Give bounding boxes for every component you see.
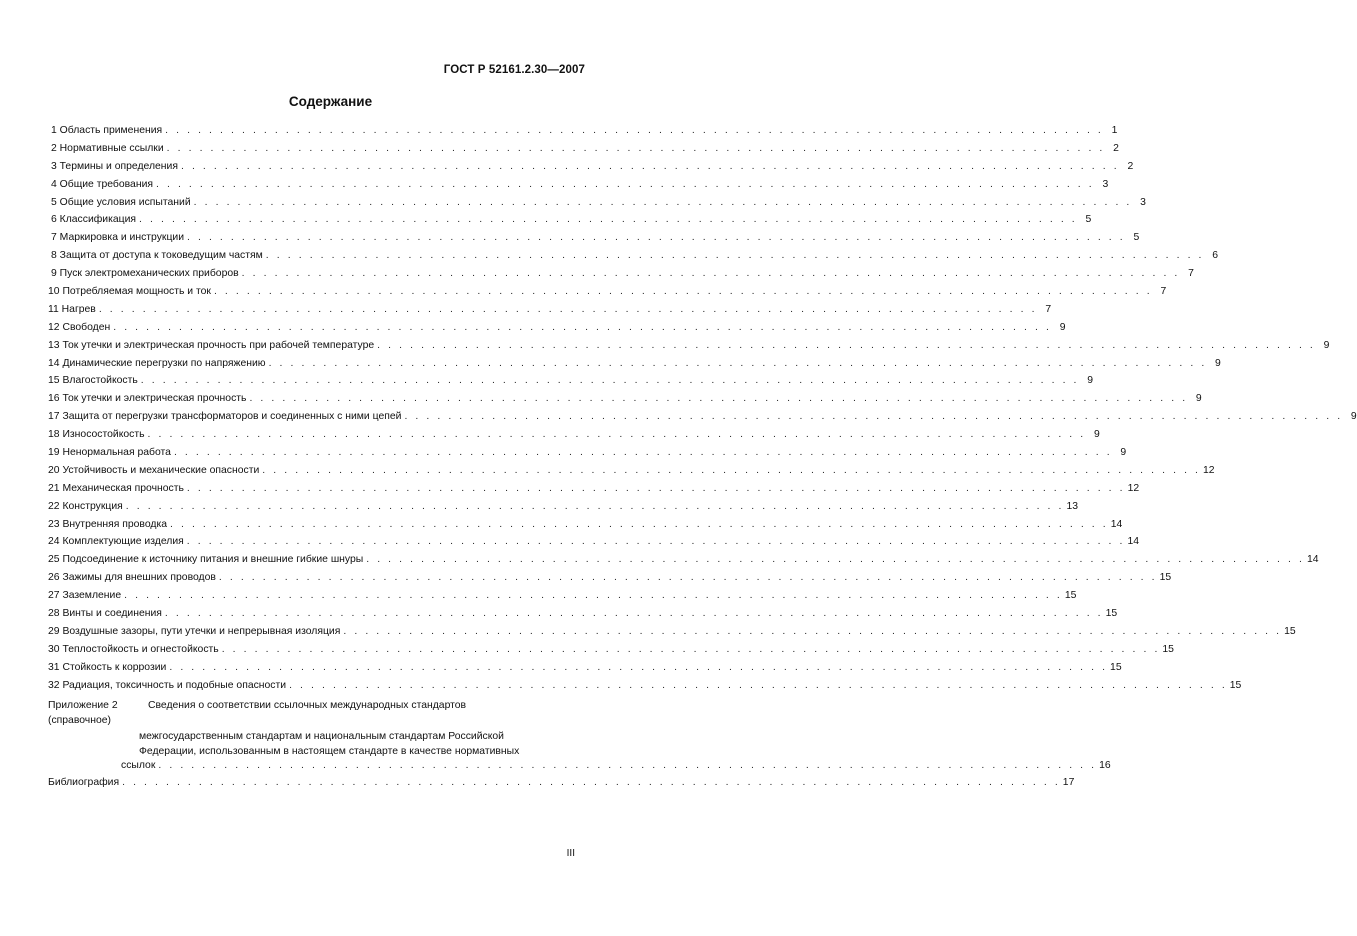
toc-entry[interactable] xyxy=(48,572,1172,590)
toc-entry-page: 7 xyxy=(1045,303,1052,315)
toc-entry[interactable] xyxy=(48,661,1122,680)
toc-entry[interactable] xyxy=(48,303,1052,322)
dot-leader: . . . . . . . . . . . . . . . . . . . . . . . . . . . . . . . . . . . . . . . . . . . . . . . . . . . . . . . . . . . . . . . . . . . . . . . . . . . . . . . . . . . . . . xyxy=(140,375,1080,387)
toc-entry-page: 15 xyxy=(1284,625,1296,637)
toc-entry-title: 19 Ненормальная работа xyxy=(48,447,171,459)
toc-entry-title: 12 Свободен xyxy=(48,321,111,333)
dot-leader: . . . . . . . . . . . . . . . . . . . . . . . . . . . . . . . . . . . . . . . . . . . . . . . . . . . . . . . . . . . . . . . . . . . . . . . . . . . . . . . . . . . . . . xyxy=(169,661,1108,673)
dot-leader: . . . . . . . . . . . . . . . . . . . . . . . . . . . . . . . . . . . . . . . . . . . . . . . . . . . . . . . . . . . . . . . . . . . . . . . . . . . . . . . . . . . . . . xyxy=(187,232,1126,244)
dot-leader: . . . . . . . . . . . . . . . . . . . . . . . . . . . . . . . . . . . . . . . . . . . . . . . . . . . . . . . . . . . . . . . . . . . . . . . . . . . . . . . . . . . . . . xyxy=(156,178,1095,190)
toc-entry[interactable] xyxy=(48,447,1127,465)
toc-entry-page: 6 xyxy=(1212,250,1219,262)
toc-entry-title: 1 Область применения xyxy=(51,125,163,136)
dot-leader: . . . . . . . . . . . . . . . . . . . . . . . . . . . . . . . . . . . . . . . . . . . . . . . . . . . . . . . . . . . . . . . . . . . . . . . . . . . . . . . . . . . . . . xyxy=(98,303,1038,315)
toc-entry-page: 2 xyxy=(1113,142,1119,154)
toc-entry[interactable] xyxy=(48,321,1066,340)
toc-entry-title: 13 Ток утечки и электрическая прочность при рабочей температуре xyxy=(48,339,375,351)
toc-entry-page: 15 xyxy=(1064,590,1077,602)
footer-page-number: III xyxy=(566,848,575,859)
dot-leader: . . . . . . . . . . . . . . . . . . . . . . . . . . . . . . . . . . . . . . . . . . . . . . . . . . . . . . . . . . . . . . . . . . . . . . . . . . . . . . . . . . . . . . xyxy=(122,777,1061,789)
dot-leader: . . . . . . . . . . . . . . . . . . . . . . . . . . . . . . . . . . . . . . . . . . . . . . . . . . . . . . . . . . . . . . . . . . . . . . . . . . . . . . . . . . . . . . xyxy=(343,625,1282,637)
dot-leader: . . . . . . . . . . . . . . . . . . . . . . . . . . . . . . . . . . . . . . . . . . . . . . . . . . . . . . . . . . . . . . . . . . . . . . . . . . . . . . . . . . . . . . xyxy=(249,393,1188,405)
toc-entry-page: 15 xyxy=(1159,572,1172,584)
toc-entry-page: 15 xyxy=(1229,679,1242,691)
toc-entry[interactable] xyxy=(48,286,1167,304)
toc-entry-title: 3 Термины и определения xyxy=(51,160,178,172)
toc-entry-page: 9 xyxy=(1195,393,1202,405)
toc-entry[interactable] xyxy=(48,357,1221,376)
toc-entry-page: 15 xyxy=(1110,661,1122,673)
toc-entry[interactable] xyxy=(48,125,1118,143)
dot-leader: . . . . . . . . . . . . . . . . . . . . . . . . . . . . . . . . . . . . . . . . . . . . . . . . . . . . . . . . . . . . . . . . . . . . . . . . . . . . . . . . . . . . . . xyxy=(265,250,1205,262)
toc-entry[interactable] xyxy=(48,536,1140,554)
toc-entry-title: 29 Воздушные зазоры, пути утечки и непрерывная изоляция xyxy=(48,625,341,637)
table-of-contents xyxy=(48,125,1357,795)
toc-entry[interactable] xyxy=(48,625,1296,644)
toc-entry[interactable] xyxy=(48,232,1140,250)
toc-entry-title: 10 Потребляемая мощность и ток xyxy=(48,286,211,298)
dot-leader: . . . . . . . . . . . . . . . . . . . . . . . . . . . . . . . . . . . . . . . . . . . . . . . . . . . . . . . . . . . . . . . . . . . . . . . . . . . . . . . . . . . . . . xyxy=(147,429,1086,441)
toc-entry[interactable] xyxy=(48,608,1118,626)
toc-entry-title: 2 Нормативные ссылки xyxy=(51,142,164,154)
toc-entry-page: 9 xyxy=(1350,411,1357,423)
dot-leader: . . . . . . . . . . . . . . . . . . . . . . . . . . . . . . . . . . . . . . . . . . . . . . . . . . . . . . . . . . . . . . . . . . . . . . . . . . . . . . . . . . . . . . xyxy=(170,518,1109,530)
toc-entry-title: 24 Комплектующие изделия xyxy=(48,536,184,548)
toc-entry-title: 4 Общие требования xyxy=(51,178,153,190)
toc-entry[interactable] xyxy=(48,679,1242,698)
toc-bibliography-entry[interactable] xyxy=(48,777,1075,795)
toc-entry-title: Библиография xyxy=(48,777,120,789)
toc-entry-page: 17 xyxy=(1062,777,1075,789)
toc-entry-title: 21 Механическая прочность xyxy=(48,482,184,494)
dot-leader: . . . . . . . . . . . . . . . . . . . . . . . . . . . . . . . . . . . . . . . . . . . . . . . . . . . . . . . . . . . . . . . . . . . . . . . . . . . . . . . . . . . . . . xyxy=(186,536,1126,548)
toc-entry-page: 15 xyxy=(1162,643,1174,655)
page-title: Содержание xyxy=(288,94,373,109)
dot-leader: . . . . . . . . . . . . . . . . . . . . . . . . . . . . . . . . . . . . . . . . . . . . . . . . . . . . . . . . . . . . . . . . . . . . . . . . . . . . . . . . . . . . . . xyxy=(125,500,1065,512)
dot-leader: . . . . . . . . . . . . . . . . . . . . . . . . . . . . . . . . . . . . . . . . . . . . . . . . . . . . . . . . . . . . . . . . . . . . . . . . . . . . . . . . . . . . . . xyxy=(173,447,1113,459)
toc-entry-page: 15 xyxy=(1105,608,1118,620)
toc-entry-page: 12 xyxy=(1202,464,1215,476)
toc-entry[interactable] xyxy=(48,268,1194,286)
toc-entry[interactable] xyxy=(48,464,1215,483)
toc-entry-title: 9 Пуск электромеханических приборов xyxy=(51,268,239,280)
toc-entry-page: 3 xyxy=(1102,178,1109,190)
toc-entry-title: 20 Устойчивость и механические опасности xyxy=(48,464,260,476)
toc-entry-page: 14 xyxy=(1306,554,1319,566)
toc-entry-title: 17 Защита от перегрузки трансформаторов и соединенных с ними цепей xyxy=(48,411,402,423)
dot-leader: . . . . . . . . . . . . . . . . . . . . . . . . . . . . . . . . . . . . . . . . . . . . . . . . . . . . . . . . . . . . . . . . . . . . . . . . . . . . . . . . . . . . . . xyxy=(165,125,1104,136)
toc-entry-page: 9 xyxy=(1323,339,1330,351)
toc-entry-title: 18 Износостойкость xyxy=(48,429,145,441)
toc-entry-page: 16 xyxy=(1099,759,1111,771)
dot-leader: . . . . . . . . . . . . . . . . . . . . . . . . . . . . . . . . . . . . . . . . . . . . . . . . . . . . . . . . . . . . . . . . . . . . . . . . . . . . . . . . . . . . . . xyxy=(377,339,1316,351)
toc-entry-title: 23 Внутренняя проводка xyxy=(48,518,167,530)
toc-entry-page: 9 xyxy=(1120,447,1127,459)
toc-entry[interactable] xyxy=(48,214,1092,232)
dot-leader: . . . . . . . . . . . . . . . . . . . . . . . . . . . . . . . . . . . . . . . . . . . . . . . . . . . . . . . . . . . . . . . . . . . . . . . . . . . . . . . . . . . . . . xyxy=(404,411,1343,423)
toc-entry-page: 14 xyxy=(1127,536,1140,548)
dot-leader: . . . . . . . . . . . . . . . . . . . . . . . . . . . . . . . . . . . . . . . . . . . . . . . . . . . . . . . . . . . . . . . . . . . . . . . . . . . . . . . . . . . . . . xyxy=(213,286,1153,298)
toc-entry-page: 9 xyxy=(1059,321,1066,333)
dot-leader: . . . . . . . . . . . . . . . . . . . . . . . . . . . . . . . . . . . . . . . . . . . . . . . . . . . . . . . . . . . . . . . . . . . . . . . . . . . . . . . . . . . . . . xyxy=(113,321,1052,333)
toc-entry-page: 5 xyxy=(1085,214,1092,226)
toc-entry[interactable] xyxy=(48,482,1140,501)
toc-entry[interactable] xyxy=(48,178,1109,197)
toc-entry[interactable] xyxy=(48,411,1357,429)
dot-leader: . . . . . . . . . . . . . . . . . . . . . . . . . . . . . . . . . . . . . . . . . . . . . . . . . . . . . . . . . . . . . . . . . . . . . . . . . . . . . . . . . . . . . . xyxy=(218,572,1158,584)
dot-leader: . . . . . . . . . . . . . . . . . . . . . . . . . . . . . . . . . . . . . . . . . . . . . . . . . . . . . . . . . . . . . . . . . . . . . . . . . . . . . . . . . . . . . . xyxy=(186,482,1126,494)
dot-leader: . . . . . . . . . . . . . . . . . . . . . . . . . . . . . . . . . . . . . . . . . . . . . . . . . . . . . . . . . . . . . . . . . . . . . . . . . . . . . . . . . . . . . . xyxy=(124,590,1063,602)
toc-entry-page: 7 xyxy=(1160,286,1167,298)
toc-entry-page: 9 xyxy=(1215,357,1221,369)
appendix-title-line: ссылок xyxy=(121,759,156,771)
toc-entry-title: 5 Общие условия испытаний xyxy=(51,196,191,208)
toc-entry-title: 28 Винты и соединения xyxy=(48,608,162,620)
toc-entry[interactable] xyxy=(48,643,1174,662)
toc-entry-page: 5 xyxy=(1133,232,1140,244)
dot-leader: . . . . . . . . . . . . . . . . . . . . . . . . . . . . . . . . . . . . . . . . . . . . . . . . . . . . . . . . . . . . . . . . . . . . . . . . . . . . . . . . . . . . . . xyxy=(289,679,1228,691)
toc-entry-title: 30 Теплостойкость и огнестойкость xyxy=(48,643,219,655)
toc-entry[interactable] xyxy=(48,196,1146,215)
toc-entry[interactable] xyxy=(48,518,1123,537)
toc-entry-page: 9 xyxy=(1094,429,1100,441)
dot-leader: . . . . . . . . . . . . . . . . . . . . . . . . . . . . . . . . . . . . . . . . . . . . . . . . . . . . . . . . . . . . . . . . . . . . . . . . . . . . . . . . . . . . . . xyxy=(166,142,1105,154)
toc-entry-title: 26 Зажимы для внешних проводов xyxy=(48,572,216,584)
toc-entry-title: 27 Заземление xyxy=(48,590,122,602)
toc-entry[interactable] xyxy=(48,393,1202,411)
page-header-code: ГОСТ Р 52161.2.30—2007 xyxy=(443,64,585,76)
toc-entry-page: 9 xyxy=(1087,375,1094,387)
toc-entry-page: 13 xyxy=(1066,500,1079,512)
appendix-prefix: Приложение 2 (справочное) xyxy=(48,699,118,726)
toc-appendix-entry[interactable] xyxy=(48,698,1111,778)
appendix-title-line: Сведения о соответствии ссылочных международных стандартов xyxy=(148,699,467,711)
dot-leader: . . . . . . . . . . . . . . . . . . . . . . . . . . . . . . . . . . . . . . . . . . . . . . . . . . . . . . . . . . . . . . . . . . . . . . . . . . . . . . . . . . . . . . xyxy=(193,196,1132,208)
toc-entry-title: 32 Радиация, токсичность и подобные опасности xyxy=(48,679,287,691)
toc-entry[interactable] xyxy=(48,339,1330,358)
toc-entry[interactable] xyxy=(48,590,1077,608)
toc-entry-title: 22 Конструкция xyxy=(48,500,123,512)
appendix-title-line: межгосударственным стандартам и национальным стандартам Российской xyxy=(139,730,504,742)
toc-entry[interactable] xyxy=(48,429,1100,447)
toc-entry-title: 31 Стойкость к коррозии xyxy=(48,661,167,673)
toc-entry[interactable] xyxy=(48,554,1319,572)
toc-entry-title: 8 Защита от доступа к токоведущим частям xyxy=(51,250,263,262)
toc-entry-page: 14 xyxy=(1110,518,1123,530)
toc-entry[interactable] xyxy=(48,500,1079,519)
dot-leader: . . . . . . . . . . . . . . . . . . . . . . . . . . . . . . . . . . . . . . . . . . . . . . . . . . . . . . . . . . . . . . . . . . . . . . . . . . . . . . . . . . . . . . xyxy=(221,643,1160,655)
appendix-title-line: Федерации, использованным в настоящем стандарте в качестве нормативных xyxy=(139,746,520,757)
toc-entry[interactable] xyxy=(48,142,1119,161)
dot-leader: . . . . . . . . . . . . . . . . . . . . . . . . . . . . . . . . . . . . . . . . . . . . . . . . . . . . . . . . . . . . . . . . . . . . . . . . . . . . . . . . . . . . . . xyxy=(180,160,1120,172)
dot-leader: . . . . . . . . . . . . . . . . . . . . . . . . . . . . . . . . . . . . . . . . . . . . . . . . . . . . . . . . . . . . . . . . . . . . . . . . . . . . . . . . . . . . . . xyxy=(158,759,1097,771)
toc-entry-page: 3 xyxy=(1140,196,1146,208)
toc-entry-title: 7 Маркировка и инструкции xyxy=(51,232,185,244)
toc-entry-page: 7 xyxy=(1188,268,1194,280)
dot-leader: . . . . . . . . . . . . . . . . . . . . . . . . . . . . . . . . . . . . . . . . . . . . . . . . . . . . . . . . . . . . . . . . . . . . . . . . . . . . . . . . . . . . . . xyxy=(241,268,1180,280)
dot-leader: . . . . . . . . . . . . . . . . . . . . . . . . . . . . . . . . . . . . . . . . . . . . . . . . . . . . . . . . . . . . . . . . . . . . . . . . . . . . . . . . . . . . . . xyxy=(139,214,1078,226)
toc-entry-title: 6 Классификация xyxy=(51,214,137,226)
toc-entry[interactable] xyxy=(48,375,1094,393)
toc-entry[interactable] xyxy=(48,250,1219,268)
toc-entry-page: 2 xyxy=(1127,160,1134,172)
toc-entry-title: 15 Влагостойкость xyxy=(48,375,138,387)
dot-leader: . . . . . . . . . . . . . . . . . . . . . . . . . . . . . . . . . . . . . . . . . . . . . . . . . . . . . . . . . . . . . . . . . . . . . . . . . . . . . . . . . . . . . . xyxy=(268,357,1207,369)
dot-leader: . . . . . . . . . . . . . . . . . . . . . . . . . . . . . . . . . . . . . . . . . . . . . . . . . . . . . . . . . . . . . . . . . . . . . . . . . . . . . . . . . . . . . . xyxy=(366,554,1305,566)
dot-leader: . . . . . . . . . . . . . . . . . . . . . . . . . . . . . . . . . . . . . . . . . . . . . . . . . . . . . . . . . . . . . . . . . . . . . . . . . . . . . . . . . . . . . . xyxy=(164,608,1104,620)
toc-entry-title: 11 Нагрев xyxy=(48,303,96,315)
toc-entry[interactable] xyxy=(48,160,1134,179)
toc-entry-title: 14 Динамические перегрузки по напряжению xyxy=(48,357,266,369)
toc-entry-page: 1 xyxy=(1111,125,1118,136)
toc-entry-page: 12 xyxy=(1127,482,1140,494)
dot-leader: . . . . . . . . . . . . . . . . . . . . . . . . . . . . . . . . . . . . . . . . . . . . . . . . . . . . . . . . . . . . . . . . . . . . . . . . . . . . . . . . . . . . . . xyxy=(262,464,1201,476)
toc-entry-title: 25 Подсоединение к источнику питания и внешние гибкие шнуры xyxy=(48,554,364,566)
toc-entry-title: 16 Ток утечки и электрическая прочность xyxy=(48,393,247,405)
